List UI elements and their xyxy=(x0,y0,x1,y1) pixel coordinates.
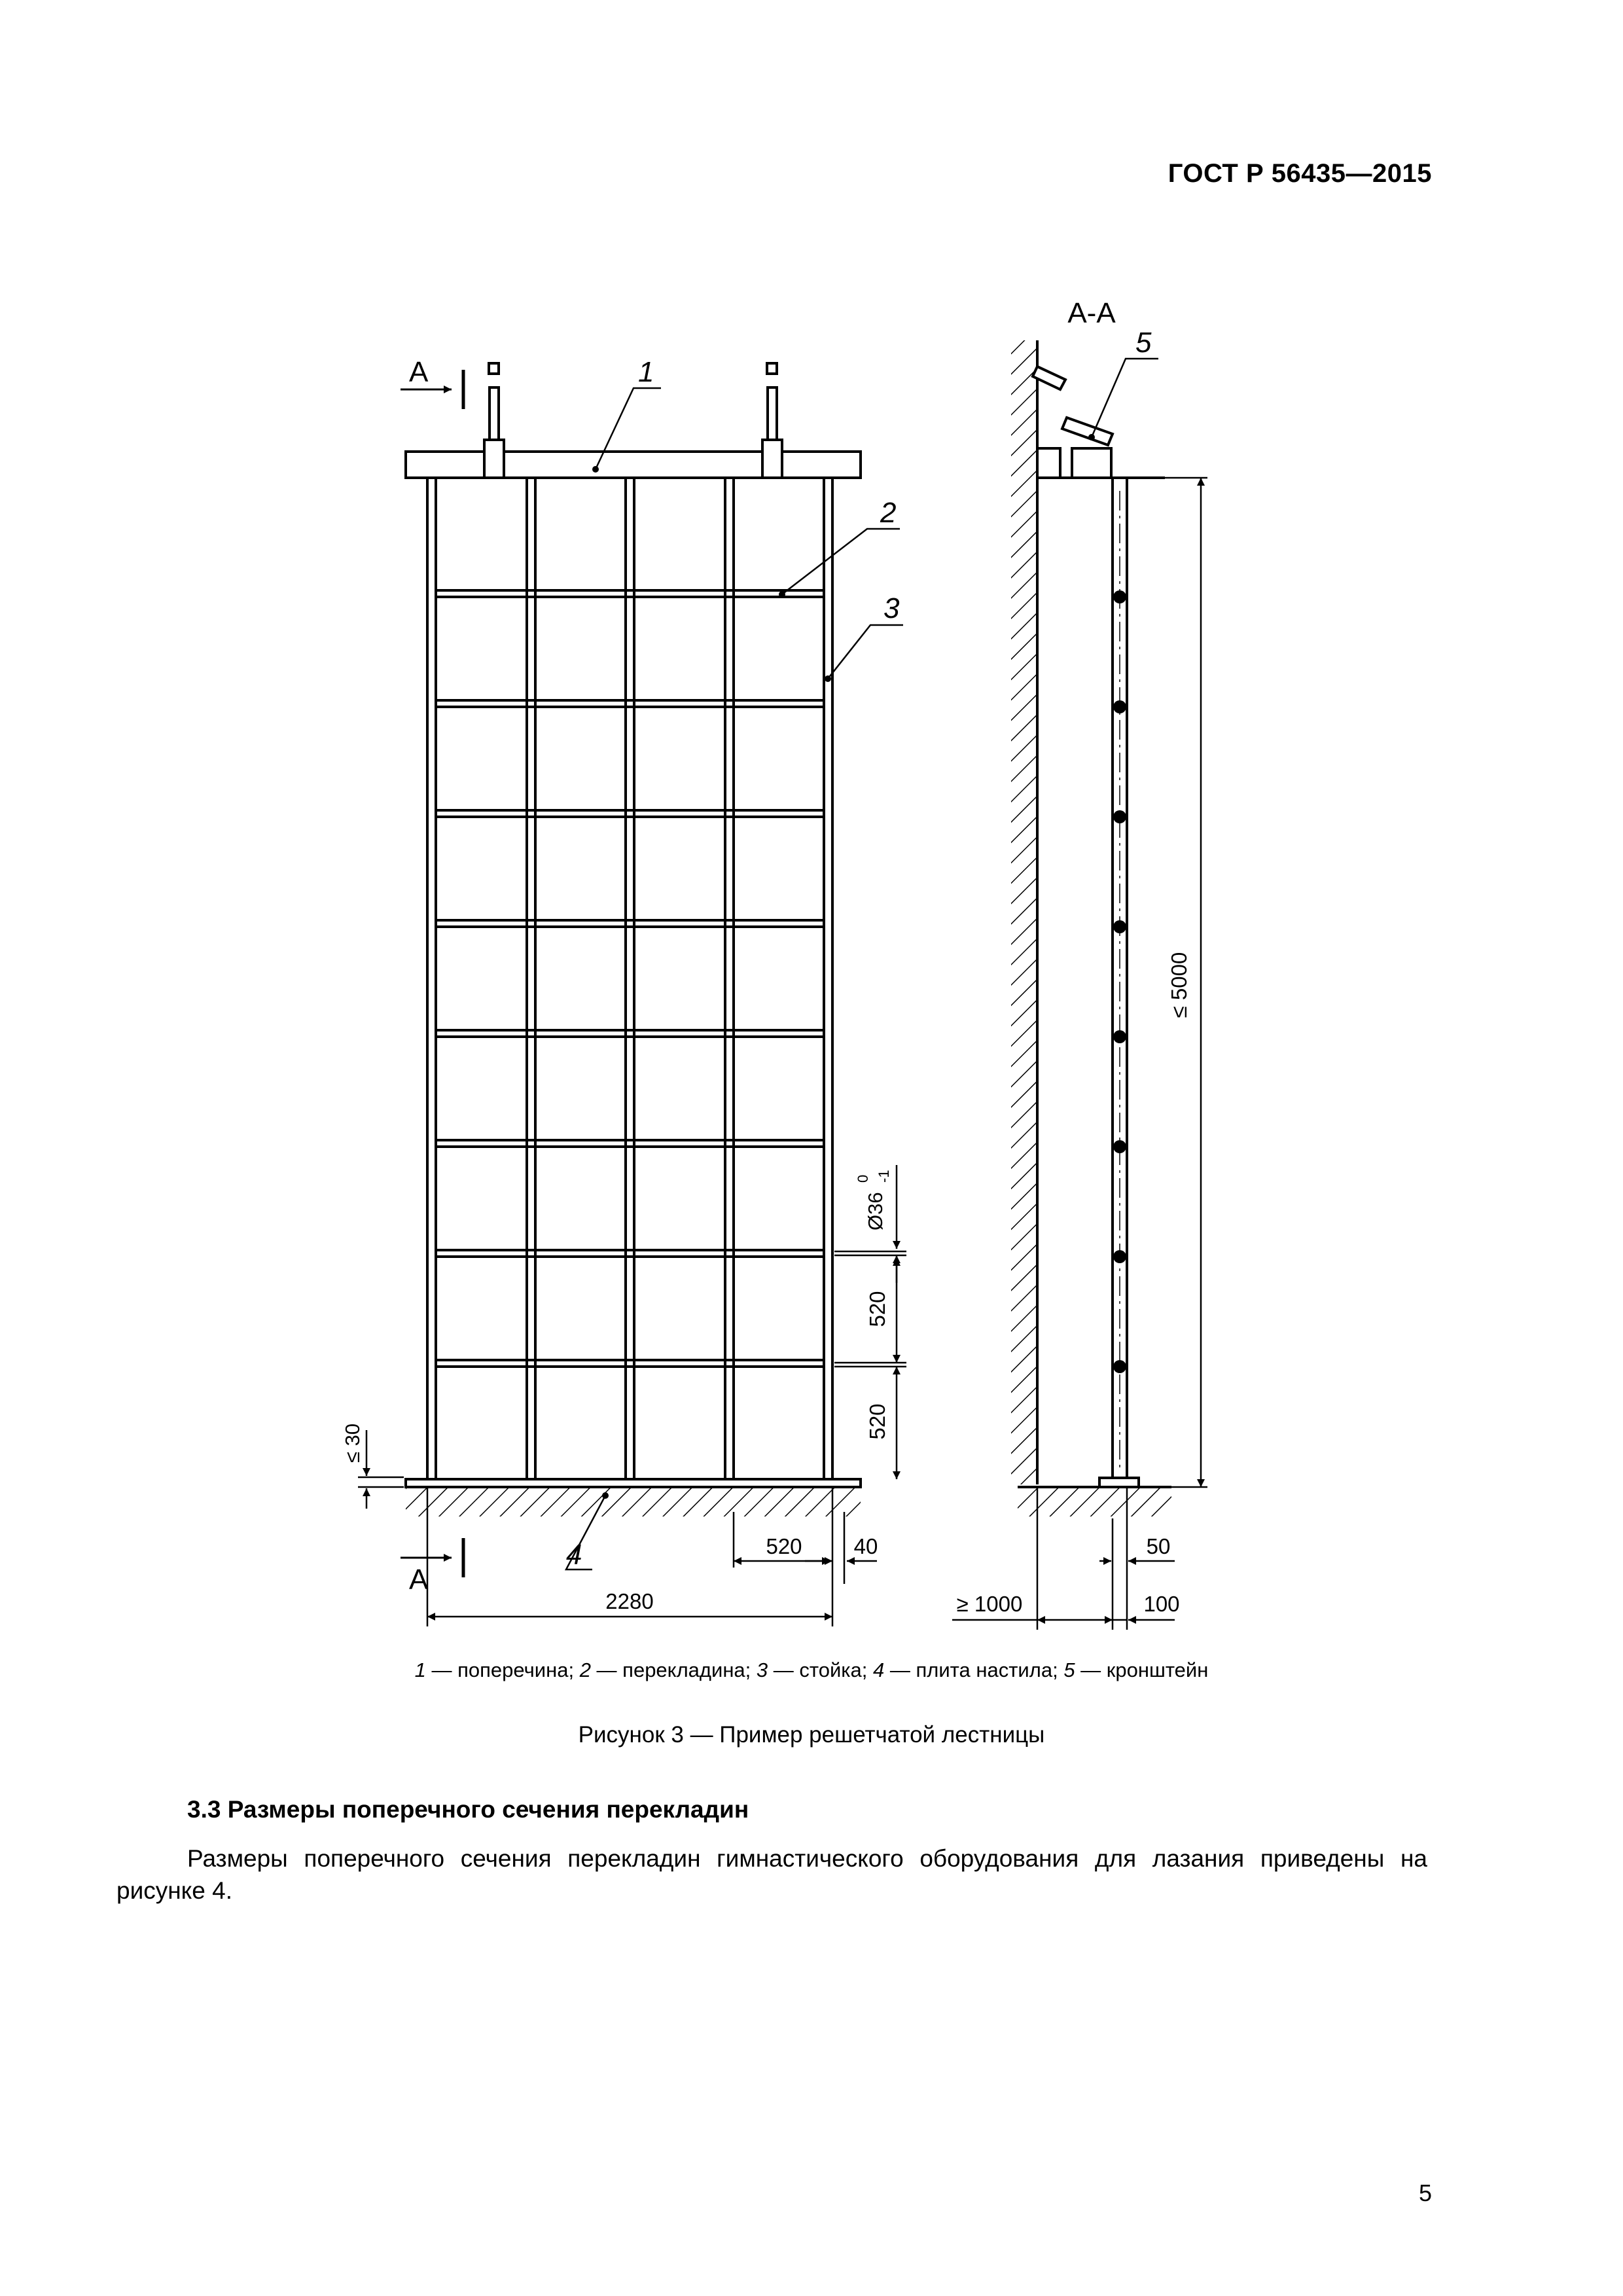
figure-caption: Рисунок 3 — Пример решетчатой лестницы xyxy=(578,1722,1045,1748)
dim-step-lower: 520 xyxy=(865,1403,889,1440)
wall-hatch xyxy=(1011,340,1037,1484)
section-title: 3.3 Размеры поперечного сечения перекладин xyxy=(187,1796,749,1823)
bracket-arm xyxy=(1062,418,1113,445)
dim-bottom-gap: ≤ 30 xyxy=(341,1423,364,1463)
callout-2: 2 xyxy=(880,497,897,529)
legend-num-1: 1 xyxy=(414,1659,426,1681)
dim-height: ≤ 5000 xyxy=(1167,952,1191,1018)
uprights xyxy=(427,478,832,1479)
section-mark-top: А xyxy=(409,356,429,388)
side-base xyxy=(1099,1478,1139,1487)
legend-num-4: 4 xyxy=(873,1659,885,1681)
wall-anchor xyxy=(1037,448,1060,478)
bracket-cap-left xyxy=(489,363,499,374)
legend-text-5: — кронштейн xyxy=(1075,1659,1209,1681)
dim-wall-clearance: ≥ 1000 xyxy=(956,1592,1023,1616)
dim-step-upper: 520 xyxy=(865,1291,889,1327)
bracket-bar-right xyxy=(768,387,777,440)
figure-legend xyxy=(0,1659,1623,1682)
svg-text:-1: -1 xyxy=(876,1170,892,1183)
dim-total-width: 2280 xyxy=(605,1589,654,1613)
section-label: А-А xyxy=(1067,297,1116,329)
dim-depth: 100 xyxy=(1143,1592,1180,1616)
legend-text-2: — перекладина; xyxy=(590,1659,757,1681)
legend-num-5: 5 xyxy=(1063,1659,1075,1681)
dim-bar-diameter xyxy=(855,1170,892,1230)
page-number: 5 xyxy=(1418,2179,1432,2206)
standard-number: ГОСТ Р 56435—2015 xyxy=(1168,159,1432,188)
svg-text:0: 0 xyxy=(855,1174,871,1183)
callout-5: 5 xyxy=(1135,327,1152,359)
legend-text-3: — стойка; xyxy=(768,1659,873,1681)
front-view xyxy=(406,363,861,1516)
dim-bay-width: 520 xyxy=(766,1534,802,1558)
bracket-body xyxy=(1072,448,1111,478)
callout-3: 3 xyxy=(883,592,900,624)
dim-wall-offset: 50 xyxy=(1146,1534,1171,1558)
bracket-cap-right xyxy=(767,363,777,374)
legend-text-1: — поперечина; xyxy=(425,1659,580,1681)
rungs xyxy=(436,590,824,1367)
legend-text-4: — плита настила; xyxy=(884,1659,1064,1681)
svg-text:Ø36: Ø36 xyxy=(864,1192,887,1230)
section-mark-bottom: А xyxy=(409,1564,429,1596)
legend-num-3: 3 xyxy=(756,1659,768,1681)
callout-4: 4 xyxy=(566,1539,582,1571)
floor-hatch-side xyxy=(1018,1487,1171,1516)
top-crossbar xyxy=(406,452,861,478)
section-paragraph: Размеры поперечного сечения перекладин гимнастического оборудования для лазания приведены на рисунке 4. xyxy=(116,1845,1427,1904)
bracket-bar-left xyxy=(490,387,499,440)
callout-1: 1 xyxy=(638,356,654,388)
top-bracket-left xyxy=(484,440,504,478)
top-bracket-right xyxy=(762,440,782,478)
dim-edge-offset: 40 xyxy=(853,1534,878,1558)
legend-num-2: 2 xyxy=(579,1659,591,1681)
floor-hatch xyxy=(406,1487,861,1516)
